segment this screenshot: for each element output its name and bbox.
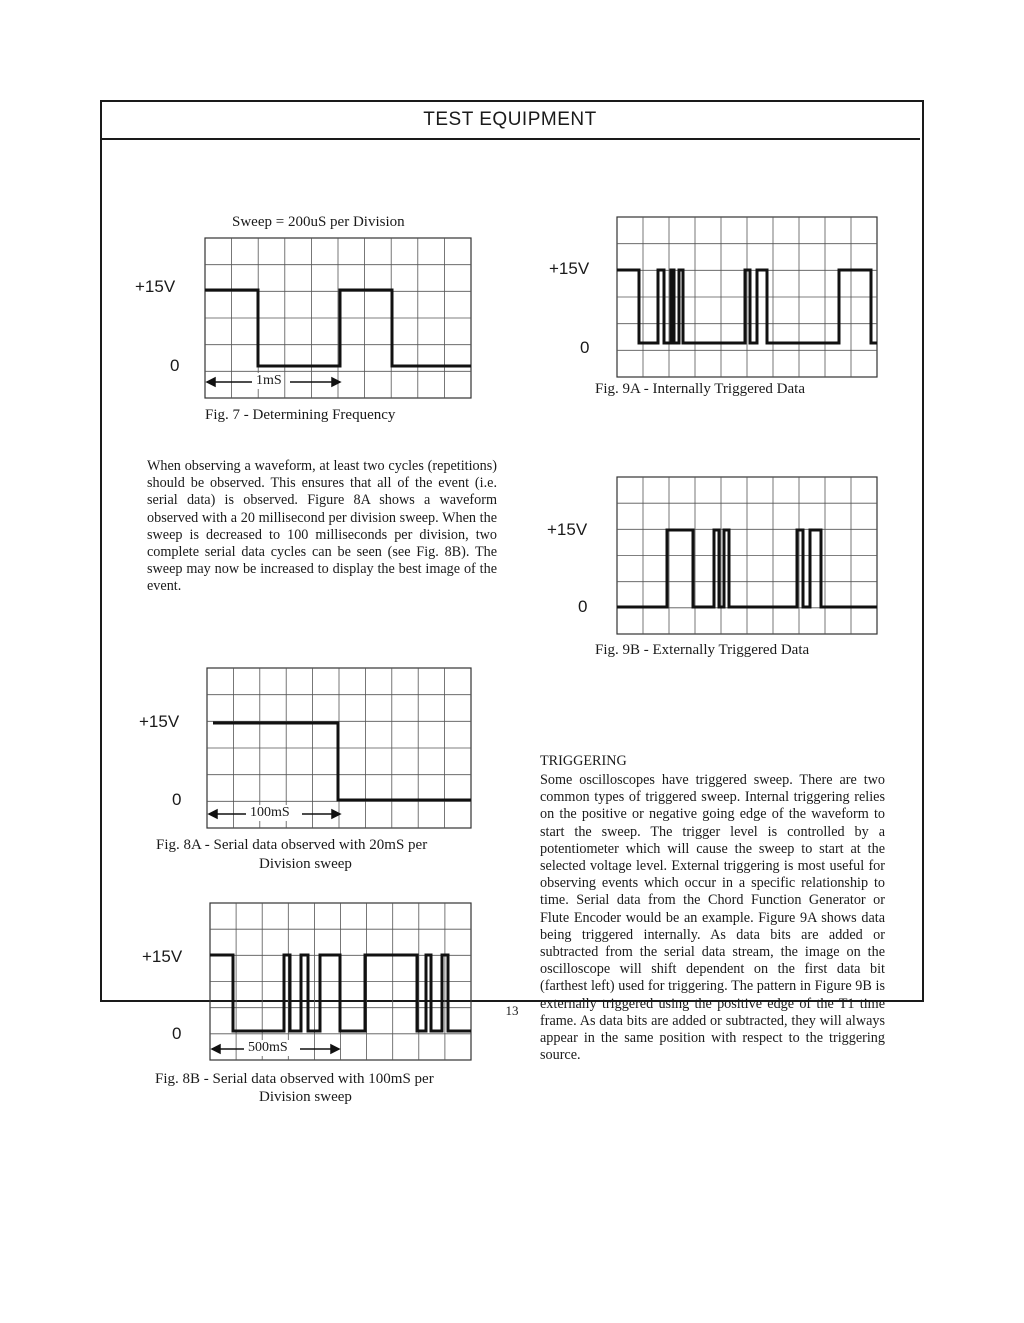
fig9b-high-label: +15V bbox=[547, 520, 588, 539]
fig8a-caption-line2: Division sweep bbox=[259, 856, 352, 872]
fig8b-span-label: 500mS bbox=[248, 1040, 288, 1055]
fig7-caption: Fig. 7 - Determining Frequency bbox=[205, 407, 396, 423]
fig8b-high-label: +15V bbox=[142, 947, 183, 966]
fig7-low-label: 0 bbox=[170, 356, 180, 375]
fig7-high-label: +15V bbox=[135, 277, 176, 296]
fig7-span-label: 1mS bbox=[256, 373, 282, 388]
triggering-paragraph: Some oscilloscopes have triggered sweep. There are two common types of triggered sweep. Internal triggering relies on the positive or negative going edge of the waveform to start the sweep. The trigger level is controlled by a potentiometer which will cause the sweep to start at the selected voltage level. External triggering is most useful for observing events which occur in a specific relationship to time. Serial data from the Chord Function Generator or Flute Encoder would be an example. Figure 9A shows data being triggered internally. As data bits are added or subtracted from the serial data stream, the image on the oscilloscope will shift dependent on the first data bit (farthest left) used for triggering. The pattern in Figure 9B is externally triggered using the positive edge of the T1 time frame. As data bits are added or subtracted, they will always appear in the same position with respect to the triggering source. bbox=[540, 772, 885, 1064]
fig8a-span-label: 100mS bbox=[250, 805, 290, 820]
fig9b-caption: Fig. 9B - Externally Triggered Data bbox=[595, 642, 810, 658]
fig8b-caption-line2: Division sweep bbox=[259, 1089, 352, 1105]
fig9b-low-label: 0 bbox=[578, 597, 588, 616]
fig8b-caption-line1: Fig. 8B - Serial data observed with 100mS per bbox=[155, 1071, 434, 1087]
page-number: 13 bbox=[505, 1003, 519, 1018]
fig9a-caption: Fig. 9A - Internally Triggered Data bbox=[595, 381, 805, 397]
page-title: TEST EQUIPMENT bbox=[423, 109, 597, 130]
triggering-heading: TRIGGERING bbox=[540, 753, 627, 769]
fig8a-high-label: +15V bbox=[139, 712, 180, 731]
fig8a-low-label: 0 bbox=[172, 790, 182, 809]
body-paragraph: When observing a waveform, at least two cycles (repetitions) should be observed. This ensures that all of the event (i.e. serial data) is observed. Figure 8A shows a waveform observed with a 20 millisecond per division sweep. When the sweep is decreased to 100 milliseconds per division, two complete serial data cycles can be seen (see Fig. 8B). The sweep may now be increased to display the best image of the event. bbox=[147, 458, 497, 595]
fig9a-low-label: 0 bbox=[580, 338, 590, 357]
fig9a-high-label: +15V bbox=[549, 259, 590, 278]
fig7-sweep-label: Sweep = 200uS per Division bbox=[232, 214, 405, 230]
fig8a-caption-line1: Fig. 8A - Serial data observed with 20mS per bbox=[156, 837, 428, 853]
fig8b-low-label: 0 bbox=[172, 1024, 182, 1043]
